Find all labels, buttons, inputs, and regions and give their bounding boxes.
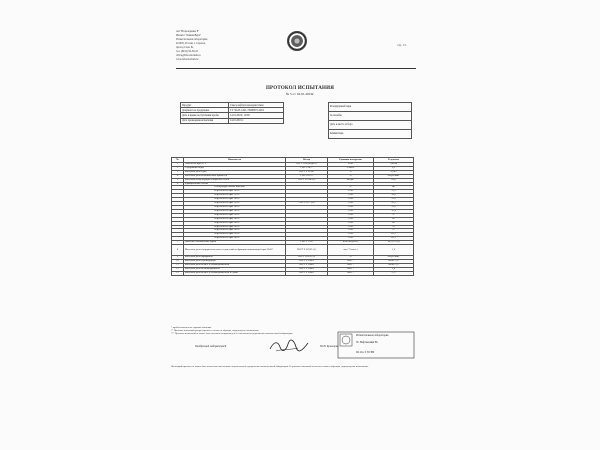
row-unit: % xyxy=(328,170,374,174)
sampling-info-row xyxy=(329,130,412,139)
sampling-info-row xyxy=(329,103,412,112)
row-unit: % об. xyxy=(328,221,374,225)
row-indicator: Перегоняется при 300°С xyxy=(184,229,286,233)
row-unit: % об. xyxy=(328,233,374,237)
row-indicator: Перегоняется при 260°С xyxy=(184,221,286,225)
sample-info-value: Смесь нефтегазоконденсатная xyxy=(229,103,284,108)
row-result: 25,0 xyxy=(374,198,414,202)
row-unit: млн⁻¹ xyxy=(328,259,374,263)
row-method: ГОСТ Р 50802 xyxy=(286,267,328,271)
stamp-line-1: Испытательная лаборатория xyxy=(356,334,389,337)
row-indicator: Температура начала кипения xyxy=(184,186,286,190)
row-number: 9 xyxy=(172,256,184,260)
sample-info-label: Документ на продукцию xyxy=(181,108,229,113)
row-result: 0,063 xyxy=(374,170,414,174)
row-indicator: Массовая доля механических примесей xyxy=(184,174,286,178)
sampling-info-table xyxy=(328,102,412,139)
page-number: стр. 1/1 xyxy=(397,43,407,47)
header-divider xyxy=(176,68,416,69)
row-result: менее 2,0 xyxy=(374,259,414,263)
row-indicator: Массовая доля парафинов xyxy=(184,256,286,260)
company-logo-seal xyxy=(287,31,307,51)
row-unit: % об. xyxy=(328,217,374,221)
row-result: 69,5 xyxy=(374,237,414,241)
row-number: 1 xyxy=(172,163,184,167)
sampling-info-row xyxy=(329,112,412,121)
row-method: ГОСТ Р 51947 xyxy=(286,170,328,174)
row-number: 8 xyxy=(172,245,184,256)
row-indicator: Перегоняется при 280°С xyxy=(184,225,286,229)
footnote: ** Протокол испытаний распространяется только на образцы, подвергнутые испытаниям. xyxy=(171,329,260,332)
row-unit: млн⁻¹ xyxy=(328,263,374,267)
row-indicator: Перегоняется при 160°С xyxy=(184,205,286,209)
document-title: ПРОТОКОЛ ИСПЫТАНИЯ xyxy=(265,86,335,91)
row-unit: % об. xyxy=(328,237,374,241)
row-method: ГОСТ 1756 xyxy=(286,241,328,245)
row-result: 29,5 xyxy=(374,202,414,206)
results-row xyxy=(172,245,414,256)
row-indicator: Плотность при 20°С xyxy=(184,163,286,167)
stamp-line-3: Ш. Ол. S 56 380 xyxy=(356,351,375,354)
row-indicator: Массовая доля серы xyxy=(184,170,286,174)
row-unit: % xyxy=(328,174,374,178)
row-unit: % об. xyxy=(328,190,374,194)
row-method: ГОСТ 2177 (Б) xyxy=(286,202,328,206)
row-result: 35,4 xyxy=(374,209,414,213)
header-method: Метод xyxy=(286,158,328,163)
row-result: 0,5 xyxy=(374,166,414,170)
sample-info-value: 14.01.2019г. 10:00 xyxy=(229,113,284,118)
signature-role: Заведующий лабораторией xyxy=(195,345,227,348)
row-result: 11,5 xyxy=(374,190,414,194)
row-result: 34,3 (279,8) xyxy=(374,241,414,245)
row-unit: мг/дм³ xyxy=(328,178,374,182)
handwritten-signature xyxy=(268,339,310,353)
row-indicator: Перегоняется при 150°С xyxy=(184,202,286,206)
row-unit: г/см³ xyxy=(328,163,374,167)
row-unit: млн⁻¹ (мкг/г) xyxy=(328,245,374,256)
row-result: 11,1 xyxy=(374,271,414,275)
row-indicator: Перегоняется при 100°С xyxy=(184,190,286,194)
row-number: 3 xyxy=(172,170,184,174)
sample-info-value: 14.01.2019 г. xyxy=(229,118,284,123)
row-number: 13 xyxy=(172,271,184,275)
row-unit: % об. xyxy=(328,194,374,198)
row-method: ГОСТ 11851 (А) xyxy=(286,256,328,260)
row-indicator: Массовая доля сероводорода xyxy=(184,259,286,263)
row-unit: кПа (мм рт.ст) xyxy=(328,241,374,245)
results-row xyxy=(172,271,414,275)
row-result: 31,0 xyxy=(374,205,414,209)
row-indicator: Перегоняется при 320°С xyxy=(184,233,286,237)
row-unit: % об. xyxy=(328,205,374,209)
row-number: 5 xyxy=(172,178,184,182)
row-result: отсутствие xyxy=(374,256,414,260)
bottom-disclaimer: Настоящий протокол не может быть полностью или частично перепечатан без разрешения испытательной лаборатории. Результаты испытаний относятся только к образцам, подвергнутым испытаниям. xyxy=(171,366,369,368)
row-method: ГОСТ 6370 xyxy=(286,174,328,178)
row-number: 6 xyxy=(172,182,184,186)
header-line: АО "Возрождение Р" xyxy=(176,30,200,33)
header-line: www.laboratorium.ru xyxy=(176,58,199,61)
row-result: 42 xyxy=(374,217,414,221)
row-number: 12 xyxy=(172,267,184,271)
row-unit: % об. xyxy=(328,209,374,213)
sample-info-label: Продукт xyxy=(181,103,229,108)
row-result: 83,6 xyxy=(374,178,414,182)
row-result: отсутствие xyxy=(374,174,414,178)
row-indicator: Давление насыщенных паров xyxy=(184,241,286,245)
sampling-info-label: № пломбы xyxy=(329,112,412,121)
row-number: 10 xyxy=(172,259,184,263)
row-indicator: Массовая доля хлорорганических соединений во фракции выкипающей при 204°С xyxy=(184,245,286,256)
row-indicator: Перегоняется при 120°С xyxy=(184,194,286,198)
row-result: 45 xyxy=(374,221,414,225)
header-number: № xyxy=(172,158,184,163)
row-indicator: Перегоняется при 200°С xyxy=(184,213,286,217)
header-line: проезд Слав. 8а xyxy=(176,46,194,49)
sample-info-table xyxy=(180,102,284,124)
footnote: * пробы испытаны по заданию заказчика. xyxy=(171,327,212,329)
row-unit: млн⁻¹ xyxy=(328,267,374,271)
header-line: Испытательная лаборатория xyxy=(176,38,208,41)
row-unit: % об. xyxy=(328,202,374,206)
row-result: 51 xyxy=(374,225,414,229)
row-indicator: Массовая доля метилмеркаптана xyxy=(184,267,286,271)
row-result: 57 xyxy=(374,229,414,233)
row-indicator: Массовая концентрация хлористых солей xyxy=(184,178,286,182)
row-indicator: Перегоняется при 140°С xyxy=(184,198,286,202)
sampling-info-label: Климатпарк xyxy=(329,130,412,139)
sample-info-value: ТУ 39.28.1-041-70086872-2016 xyxy=(229,108,284,113)
row-number: 4 xyxy=(172,174,184,178)
row-unit: % масс. xyxy=(328,166,374,170)
header-result: Результат xyxy=(374,158,414,163)
row-unit: млн⁻¹ xyxy=(328,271,374,275)
row-method: ГОСТ Р 52247 (А) xyxy=(286,245,328,256)
header-line: office@laboratorium.ru xyxy=(176,54,201,57)
row-number: 2 xyxy=(172,166,184,170)
row-result: менее 2,0 xyxy=(374,263,414,267)
sampling-info-row xyxy=(329,121,412,130)
row-unit: % об. xyxy=(328,198,374,202)
document-subtitle: № 5 от 16.01.2019г. xyxy=(285,92,315,96)
row-result: 63,5 xyxy=(374,233,414,237)
stamp-line-2: ЗС Нефтехимия Вэ xyxy=(356,341,378,344)
row-indicator: Перегоняется при 340°С xyxy=(184,237,286,241)
row-method: ГОСТ 2477 xyxy=(286,166,328,170)
row-unit: % об. xyxy=(328,229,374,233)
footnote: *** Протокол испытаний не может быть частично воспроизведен без письменного разрешения испытательной лаборатории. xyxy=(171,332,293,335)
header-line: 410005, Россия, г. Саратов, xyxy=(176,42,206,45)
row-method: ГОСТ Р 50802 xyxy=(286,271,328,275)
row-method: ГОСТ Р 50802 xyxy=(286,263,328,267)
row-indicator: Фракционный состав: xyxy=(184,182,286,186)
row-result: 9,6 xyxy=(374,267,414,271)
results-table xyxy=(171,157,414,276)
header-unit: Единица измерения xyxy=(328,158,374,163)
row-result: 46 xyxy=(374,186,414,190)
row-number: 7 xyxy=(172,241,184,245)
row-method: ГОСТ Р 50802 xyxy=(286,259,328,263)
row-result: 18,8 xyxy=(374,194,414,198)
sampling-info-label: Дата и место отбора xyxy=(329,121,412,130)
header-line: тел. (8452) 92-56-22 xyxy=(176,50,198,53)
row-method: ГОСТ 21534 (А) xyxy=(286,178,328,182)
row-indicator: Массовая доля метил- и этилмеркаптанов xyxy=(184,263,286,267)
row-unit: % об. xyxy=(328,225,374,229)
signature-name: Ю.Н. Кузнецова xyxy=(320,345,339,348)
row-result: 1,0 xyxy=(374,245,414,256)
row-unit: % об. xyxy=(328,213,374,217)
row-number: 11 xyxy=(172,263,184,267)
header-line: Филиал "Химия-Верх" xyxy=(176,34,202,37)
row-indicator: Содержание воды xyxy=(184,166,286,170)
sample-info-label: Дата и время поступления пробы xyxy=(181,113,229,118)
row-unit: % xyxy=(328,256,374,260)
sample-info-label: Дата проведения испытания xyxy=(181,118,229,123)
row-method: ГОСТ 3900 раздел 1 xyxy=(286,163,328,167)
company-header xyxy=(176,30,296,62)
row-result: 0,8184 xyxy=(374,163,414,167)
row-indicator: Массовая доля метил- и этилмеркаптанов в сумме xyxy=(184,271,286,275)
row-result: 37 xyxy=(374,213,414,217)
header-indicator: Показатель xyxy=(184,158,286,163)
row-indicator: Перегоняется при 180°С xyxy=(184,209,286,213)
row-indicator: Перегоняется при 240°С xyxy=(184,217,286,221)
row-unit: °С xyxy=(328,186,374,190)
sample-info-row xyxy=(181,118,284,123)
sampling-info-label: Резервуарный парк xyxy=(329,103,412,112)
